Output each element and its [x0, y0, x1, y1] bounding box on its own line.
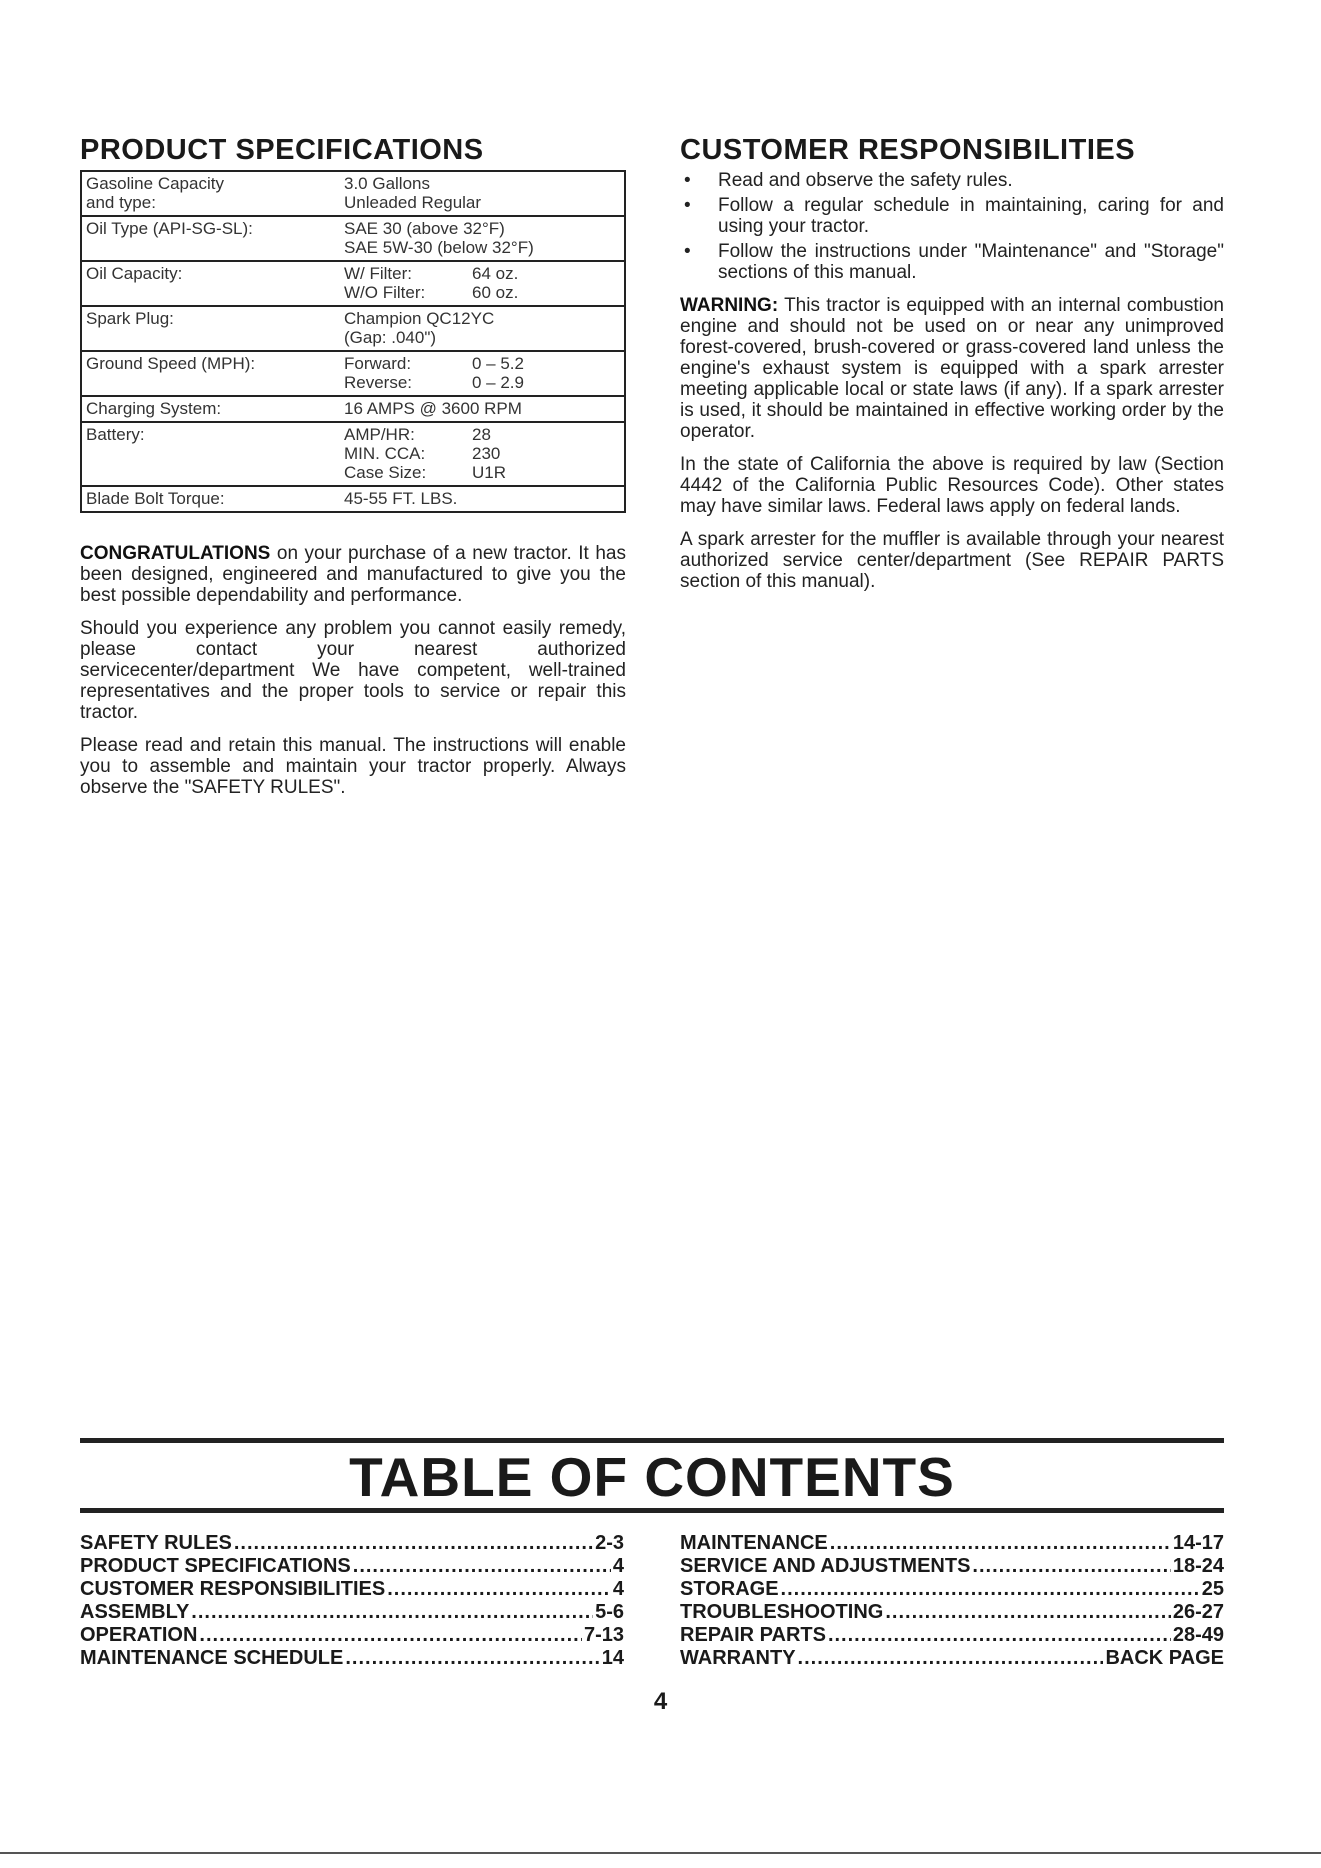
spec-value-line [344, 373, 624, 392]
bullet-icon: • [684, 241, 691, 262]
toc-left-column [80, 1532, 624, 1670]
spec-value-line [344, 354, 624, 373]
spec-label [86, 425, 344, 482]
toc-entry-page: 18-24 [1172, 1555, 1224, 1577]
toc-entry-name: OPERATION [80, 1624, 198, 1646]
toc-entry-name: MAINTENANCE [680, 1532, 828, 1554]
toc-entry [680, 1601, 1224, 1624]
spec-row [82, 217, 624, 262]
toc-heading: TABLE OF CONTENTS [349, 1446, 955, 1508]
bullet-text: Read and observe the safety rules. [718, 170, 1013, 191]
toc-entry [680, 1532, 1224, 1555]
spec-label-line: Ground Speed (MPH): [86, 354, 256, 373]
toc-entry [680, 1647, 1224, 1670]
spec-key: Reverse: [344, 373, 413, 392]
spec-value-line [344, 309, 624, 328]
list-item [680, 170, 1224, 191]
toc-right-column [680, 1532, 1224, 1670]
spec-value-line [344, 264, 624, 283]
spec-row [82, 487, 624, 511]
toc-top-rule [80, 1438, 1224, 1443]
spec-value-line [344, 283, 624, 302]
toc-leader-dots [353, 1555, 611, 1578]
spec-label [86, 354, 344, 392]
toc-entry [680, 1578, 1224, 1601]
spec-value: 230 [472, 444, 501, 463]
spec-row [82, 352, 624, 397]
spec-row [82, 307, 624, 352]
toc-entry-page: 28-49 [1172, 1624, 1224, 1646]
toc-entry [80, 1532, 624, 1555]
toc-entry-name: SERVICE AND ADJUSTMENTS [680, 1555, 971, 1577]
toc-entry-page: 2-3 [595, 1532, 624, 1554]
list-item [680, 241, 1224, 283]
right-column [680, 134, 1224, 604]
toc-leader-dots [781, 1578, 1200, 1601]
spec-key: (Gap: .040") [344, 328, 437, 347]
spec-value-line [344, 328, 624, 347]
spec-label [86, 309, 344, 347]
toc-entry [680, 1624, 1224, 1647]
toc-leader-dots [885, 1601, 1171, 1624]
spec-label [86, 174, 344, 212]
toc-leader-dots [191, 1601, 593, 1624]
toc-entry-page: 26-27 [1172, 1601, 1224, 1623]
toc-leader-dots [830, 1532, 1171, 1555]
spec-key: SAE 5W-30 (below 32°F) [344, 238, 534, 257]
toc-leader-dots [972, 1555, 1170, 1578]
spec-value-line [344, 193, 624, 212]
spec-values [344, 309, 624, 347]
toc-leader-dots [387, 1578, 611, 1601]
spec-label-line: and type: [86, 193, 156, 212]
customer-responsibilities-heading: CUSTOMER RESPONSIBILITIES [680, 134, 1136, 166]
toc-entry-page: 14 [601, 1647, 624, 1669]
toc-entry-name: STORAGE [680, 1578, 779, 1600]
left-column [80, 134, 626, 810]
toc-entry [80, 1647, 624, 1670]
toc-entry [80, 1601, 624, 1624]
warning-label: WARNING: [680, 295, 779, 316]
product-specifications-heading: PRODUCT SPECIFICATIONS [80, 134, 484, 166]
spec-value: 64 oz. [472, 264, 519, 283]
toc-entry-name: REPAIR PARTS [680, 1624, 826, 1646]
toc-leader-dots [798, 1647, 1104, 1670]
spec-label-line: Oil Type (API-SG-SL): [86, 219, 253, 238]
spec-values [344, 399, 624, 418]
congratulations-text: on your purchase of a new tractor. It has been designed, engineered and manufactured to give you the best possible dependability and performance. [80, 543, 626, 606]
spec-row [82, 172, 624, 217]
toc-entry [680, 1555, 1224, 1578]
toc-entry-page: 4 [612, 1578, 624, 1600]
congratulations-label: CONGRATULATIONS [80, 543, 271, 564]
spec-label [86, 219, 344, 257]
spec-key: 45-55 FT. LBS. [344, 489, 458, 508]
responsibility-list [680, 170, 1224, 283]
spec-label [86, 489, 344, 508]
spec-label-line: Charging System: [86, 399, 222, 418]
toc-bottom-rule [80, 1508, 1224, 1513]
bullet-icon: • [684, 195, 691, 216]
spec-values [344, 219, 624, 257]
spec-label [86, 264, 344, 302]
spec-value: U1R [472, 463, 507, 482]
page-number: 4 [653, 1688, 668, 1715]
spec-key: AMP/HR: [344, 425, 415, 444]
spec-label-line: Blade Bolt Torque: [86, 489, 225, 508]
toc-leader-dots [234, 1532, 593, 1555]
toc-entry-page: 5-6 [595, 1601, 624, 1623]
spec-value: 0 – 2.9 [472, 373, 524, 392]
spec-values [344, 489, 624, 508]
spec-key: Champion QC12YC [344, 309, 495, 328]
toc-entry [80, 1555, 624, 1578]
spec-values [344, 425, 624, 482]
spec-value-line [344, 489, 624, 508]
spec-row [82, 423, 624, 487]
spec-value: 0 – 5.2 [472, 354, 524, 373]
spec-value: 28 [472, 425, 491, 444]
toc-leader-dots [345, 1647, 599, 1670]
toc-entry-page: 14-17 [1172, 1532, 1224, 1554]
warning-paragraph [680, 295, 1224, 442]
spec-label-line: Oil Capacity: [86, 264, 183, 283]
toc-entry-name: CUSTOMER RESPONSIBILITIES [80, 1578, 386, 1600]
spec-value-line [344, 219, 624, 238]
toc-entry-page: 4 [612, 1555, 624, 1577]
california-paragraph: In the state of California the above is required by law (Section 4442 of the California Public Resources Code). Other states may have similar laws. Federal laws apply on federal lands. [680, 454, 1224, 517]
toc-entry [80, 1578, 624, 1601]
toc-entry-name: PRODUCT SPECIFICATIONS [80, 1555, 351, 1577]
spec-value: 60 oz. [472, 283, 519, 302]
spec-value-line [344, 444, 624, 463]
toc-entry-name: WARRANTY [680, 1647, 796, 1669]
spec-table [80, 170, 626, 513]
toc-entry-name: SAFETY RULES [80, 1532, 232, 1554]
spec-value-line [344, 174, 624, 193]
spec-key: W/O Filter: [344, 283, 426, 302]
spec-values [344, 354, 624, 392]
spec-value-line [344, 463, 624, 482]
retain-manual-paragraph: Please read and retain this manual. The instructions will enable you to assemble and maintain your tractor properly. Always observe the "SAFETY RULES". [80, 735, 626, 798]
bullet-text: Follow the instructions under "Maintenance" and "Storage" sections of this manual. [718, 241, 1224, 283]
spec-key: Case Size: [344, 463, 427, 482]
toc-entry-page: 7-13 [583, 1624, 624, 1646]
spec-label [86, 399, 344, 418]
warning-text: This tractor is equipped with an internal combustion engine and should not be used on or near any unimproved forest-covered, brush-covered or grass-covered land unless the engine's exhaust system is equipped with a spark arrester meeting applicable local or state laws (if any). If a spark arrester is used, it should be maintained in effective working order by the operator. [680, 295, 1224, 442]
spec-key: 16 AMPS @ 3600 RPM [344, 399, 522, 418]
spec-label-line: Battery: [86, 425, 145, 444]
spec-key: Unleaded Regular [344, 193, 482, 212]
bullet-text: Follow a regular schedule in maintaining, caring for and using your tractor. [718, 195, 1224, 237]
congratulations-paragraph [80, 543, 626, 606]
spec-key: 3.0 Gallons [344, 174, 430, 193]
spec-key: W/ Filter: [344, 264, 412, 283]
spec-values [344, 264, 624, 302]
problem-paragraph: Should you experience any problem you cannot easily remedy, please contact your nearest authorized servicecenter/department We have competent, well-trained representatives and the proper tools to service or repair this tractor. [80, 618, 626, 723]
spec-value-line [344, 238, 624, 257]
spec-key: MIN. CCA: [344, 444, 426, 463]
spec-label-line: Spark Plug: [86, 309, 174, 328]
bullet-icon: • [684, 170, 691, 191]
spec-key: Forward: [344, 354, 412, 373]
spec-value-line [344, 399, 624, 418]
toc-entry-name: ASSEMBLY [80, 1601, 190, 1623]
spec-value-line [344, 425, 624, 444]
toc-entry-page: BACK PAGE [1105, 1647, 1224, 1669]
spec-row [82, 397, 624, 423]
spec-values [344, 174, 624, 212]
spark-arrester-paragraph: A spark arrester for the muffler is available through your nearest authorized service center/department (See REPAIR PARTS section of this manual). [680, 529, 1224, 592]
toc-entry-page: 25 [1201, 1578, 1224, 1600]
toc-entry-name: TROUBLESHOOTING [680, 1601, 884, 1623]
spec-key: SAE 30 (above 32°F) [344, 219, 505, 238]
toc-entry [80, 1624, 624, 1647]
toc-entry-name: MAINTENANCE SCHEDULE [80, 1647, 344, 1669]
list-item [680, 195, 1224, 237]
spec-label-line: Gasoline Capacity [86, 174, 224, 193]
toc-leader-dots [199, 1624, 582, 1647]
toc-leader-dots [828, 1624, 1171, 1647]
page-bottom-rule [0, 1852, 1321, 1854]
spec-row [82, 262, 624, 307]
